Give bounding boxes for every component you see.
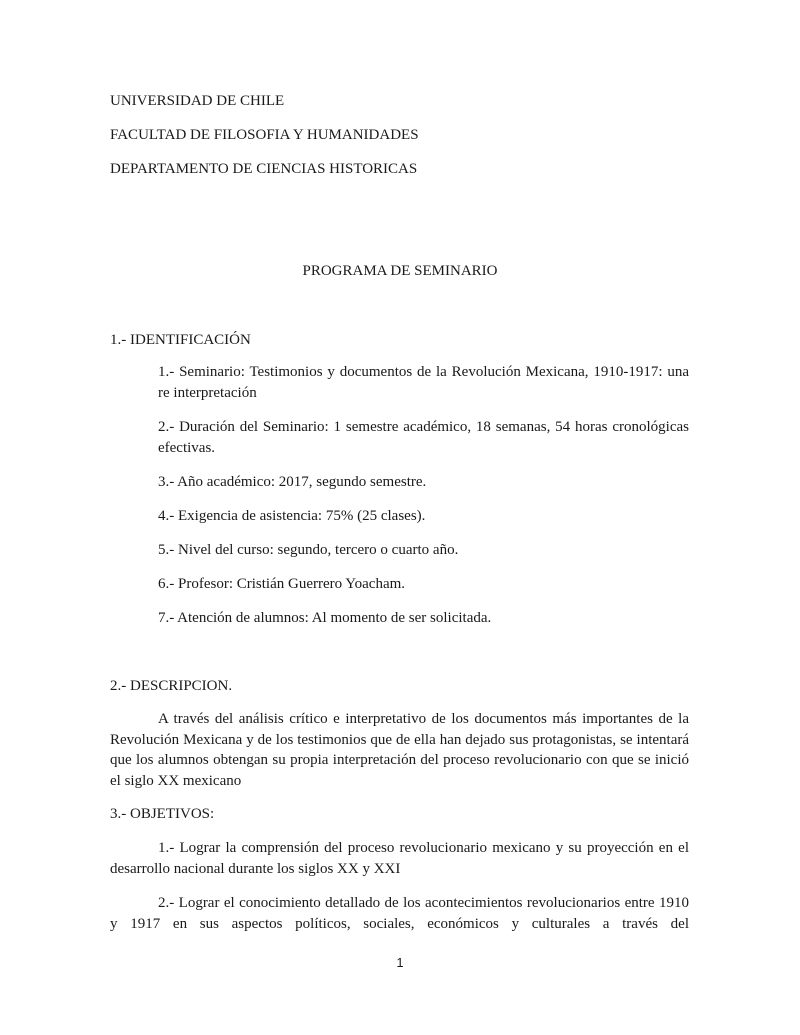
identificacion-item-4: 4.- Exigencia de asistencia: 75% (25 clases).	[158, 508, 426, 524]
identificacion-item-6: 6.- Profesor: Cristián Guerrero Yoacham.	[158, 576, 406, 592]
objetivos-item-2: 2.- Lograr el conocimiento detallado de los acontecimientos revolucionarios entre 1910 y 1917 en sus aspectos políticos, sociales, económicos y culturales a través del	[110, 895, 689, 932]
university-name: UNIVERSIDAD DE CHILE	[110, 93, 285, 109]
identificacion-item-2: 2.- Duración del Seminario: 1 semestre académico, 18 semanas, 54 horas cronológicas efectivas.	[158, 419, 689, 456]
identificacion-item-5: 5.- Nivel del curso: segundo, tercero o cuarto año.	[158, 542, 459, 558]
objetivos-item-1: 1.- Lograr la comprensión del proceso revolucionario mexicano y su proyección en el desarrollo nacional durante los siglos XX y XXI	[110, 840, 689, 877]
section-identificacion-heading: 1.- IDENTIFICACIÓN	[110, 332, 251, 348]
department-name: DEPARTAMENTO DE CIENCIAS HISTORICAS	[110, 161, 418, 177]
page-number: 1	[396, 955, 404, 970]
descripcion-paragraph: A través del análisis crítico e interpretativo de los documentos más importantes de la Revolución Mexicana y de los testimonios que de ella han dejado sus protagonistas, se intentará que los alumnos obtengan su propia interpretación del proceso revolucionario con que se inició el siglo XX mexicano	[110, 711, 689, 789]
identificacion-item-7: 7.- Atención de alumnos: Al momento de ser solicitada.	[158, 610, 492, 626]
faculty-name: FACULTAD DE FILOSOFIA Y HUMANIDADES	[110, 127, 419, 143]
document-title: PROGRAMA DE SEMINARIO	[302, 263, 498, 279]
section-objetivos-heading: 3.- OBJETIVOS:	[110, 806, 215, 822]
identificacion-item-1: 1.- Seminario: Testimonios y documentos de la Revolución Mexicana, 1910-1917: una re interpretación	[158, 364, 689, 401]
section-descripcion-heading: 2.- DESCRIPCION.	[110, 678, 233, 694]
identificacion-item-3: 3.- Año académico: 2017, segundo semestre.	[158, 474, 427, 490]
